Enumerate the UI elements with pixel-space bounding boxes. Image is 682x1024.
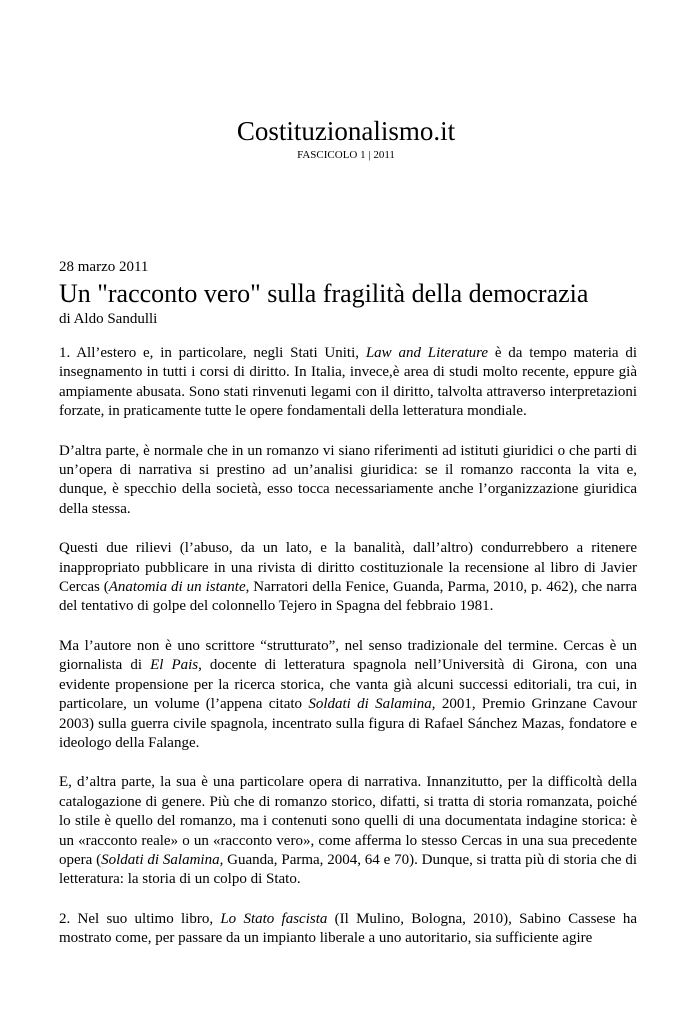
paragraph <box>59 344 637 422</box>
article-title: Un "racconto vero" sulla fragilità della democrazia <box>59 279 589 308</box>
text-run: D’altra parte, è normale che in un romanzo vi siano riferimenti ad istituti giuridici o che parti di un’opera di narrativa si prestino ad un’analisi giuridica: se il romanzo racconta la vita e, dunque, è specchio della società, esso tocca necessariamente anche l’organizzazione giuridica della stessa. <box>59 442 637 517</box>
article-body <box>59 344 637 949</box>
text-run: , 2001, Premio Grinzane Cavour 2003) sulla guerra civile spagnola, incentrato sulla figura di Rafael Sánchez Mazas, fondatore e ideologo della Falange. <box>59 696 637 751</box>
paragraph <box>59 910 637 949</box>
italic-text-run: Soldati di Salamina <box>308 696 432 713</box>
text-run: 1. All’estero e, in particolare, negli Stati Uniti, <box>59 345 366 361</box>
italic-text-run: Soldati di Salamina <box>101 851 220 868</box>
text-run: , Narratori della Fenice, Guanda, Parma, 2010, p. 462), che narra del tentativo di golpe del colonnello Tejero in Spagna del febbraio 1981. <box>59 579 638 615</box>
italic-text-run: Lo Stato fascista <box>220 910 328 927</box>
issue-label: FASCICOLO 1 | 2011 <box>297 149 395 161</box>
journal-title: Costituzionalismo.it <box>236 116 456 146</box>
paragraph <box>59 442 637 520</box>
article-author: di Aldo Sandulli <box>59 311 158 327</box>
journal-masthead <box>0 114 682 162</box>
text-run: E, d’altra parte, la sua è una particolare opera di narrativa. Innanzitutto, per la difficoltà della catalogazione di genere. Più che di romanzo storico, difatti, si tratta di storia romanzata, poiché lo stile è quello del romanzo, ma i contenuti sono quelli di una documentata indagine storica: è un «racconto reale» o un «racconto vero», come afferma lo stesso Cercas in una sua precedente opera ( <box>59 774 637 868</box>
italic-text-run: Anatomia di un istante <box>108 579 246 596</box>
text-run: (Il Mulino, Bologna, 2010), Sabino Cassese ha mostrato come, per passare da un impianto liberale a uno autoritario, sia sufficiente agire <box>59 910 638 947</box>
italic-text-run: Law and Literature <box>365 345 489 361</box>
text-run: , Guanda, Parma, 2004, 64 e 70). Dunque, si tratta più di storia che di letteratura: la storia di un colpo di Stato. <box>59 851 638 888</box>
text-run: Ma l’autore non è uno scrittore “strutturato”, nel senso tradizionale del termine. Cercas è un giornalista di <box>59 637 637 674</box>
text-run: è da tempo materia di insegnamento in tutti i corsi di diritto. In Italia, invece,è area di studi molto recente, eppure già ampiamente abusata. Sono stati rinvenuti legami con il diritto, talvolta attraverso interpretazioni forzate, in praticamente tutte le opere fondamentali della letteratura mondiale. <box>59 345 637 420</box>
text-run: , docente di letteratura spagnola nell’Università di Girona, con una evidente propensione per la ricerca storica, che vanta già alcuni successi editoriali, tra cui, in particolare, un volume (l’appena citato <box>59 657 638 713</box>
paragraph <box>59 539 637 617</box>
article <box>59 258 637 969</box>
paragraph <box>59 773 637 889</box>
article-date: 28 marzo 2011 <box>59 259 149 275</box>
italic-text-run: El Pais <box>150 657 199 674</box>
text-run: 2. Nel suo ultimo libro, <box>59 910 221 927</box>
text-run: Questi due rilievi (l’abuso, da un lato, e la banalità, dall’altro) condurrebbero a ritenere inappropriato pubblicare in una rivista di diritto costituzionale la recensione al libro di Javier Cercas ( <box>59 540 637 596</box>
paragraph <box>59 637 637 753</box>
